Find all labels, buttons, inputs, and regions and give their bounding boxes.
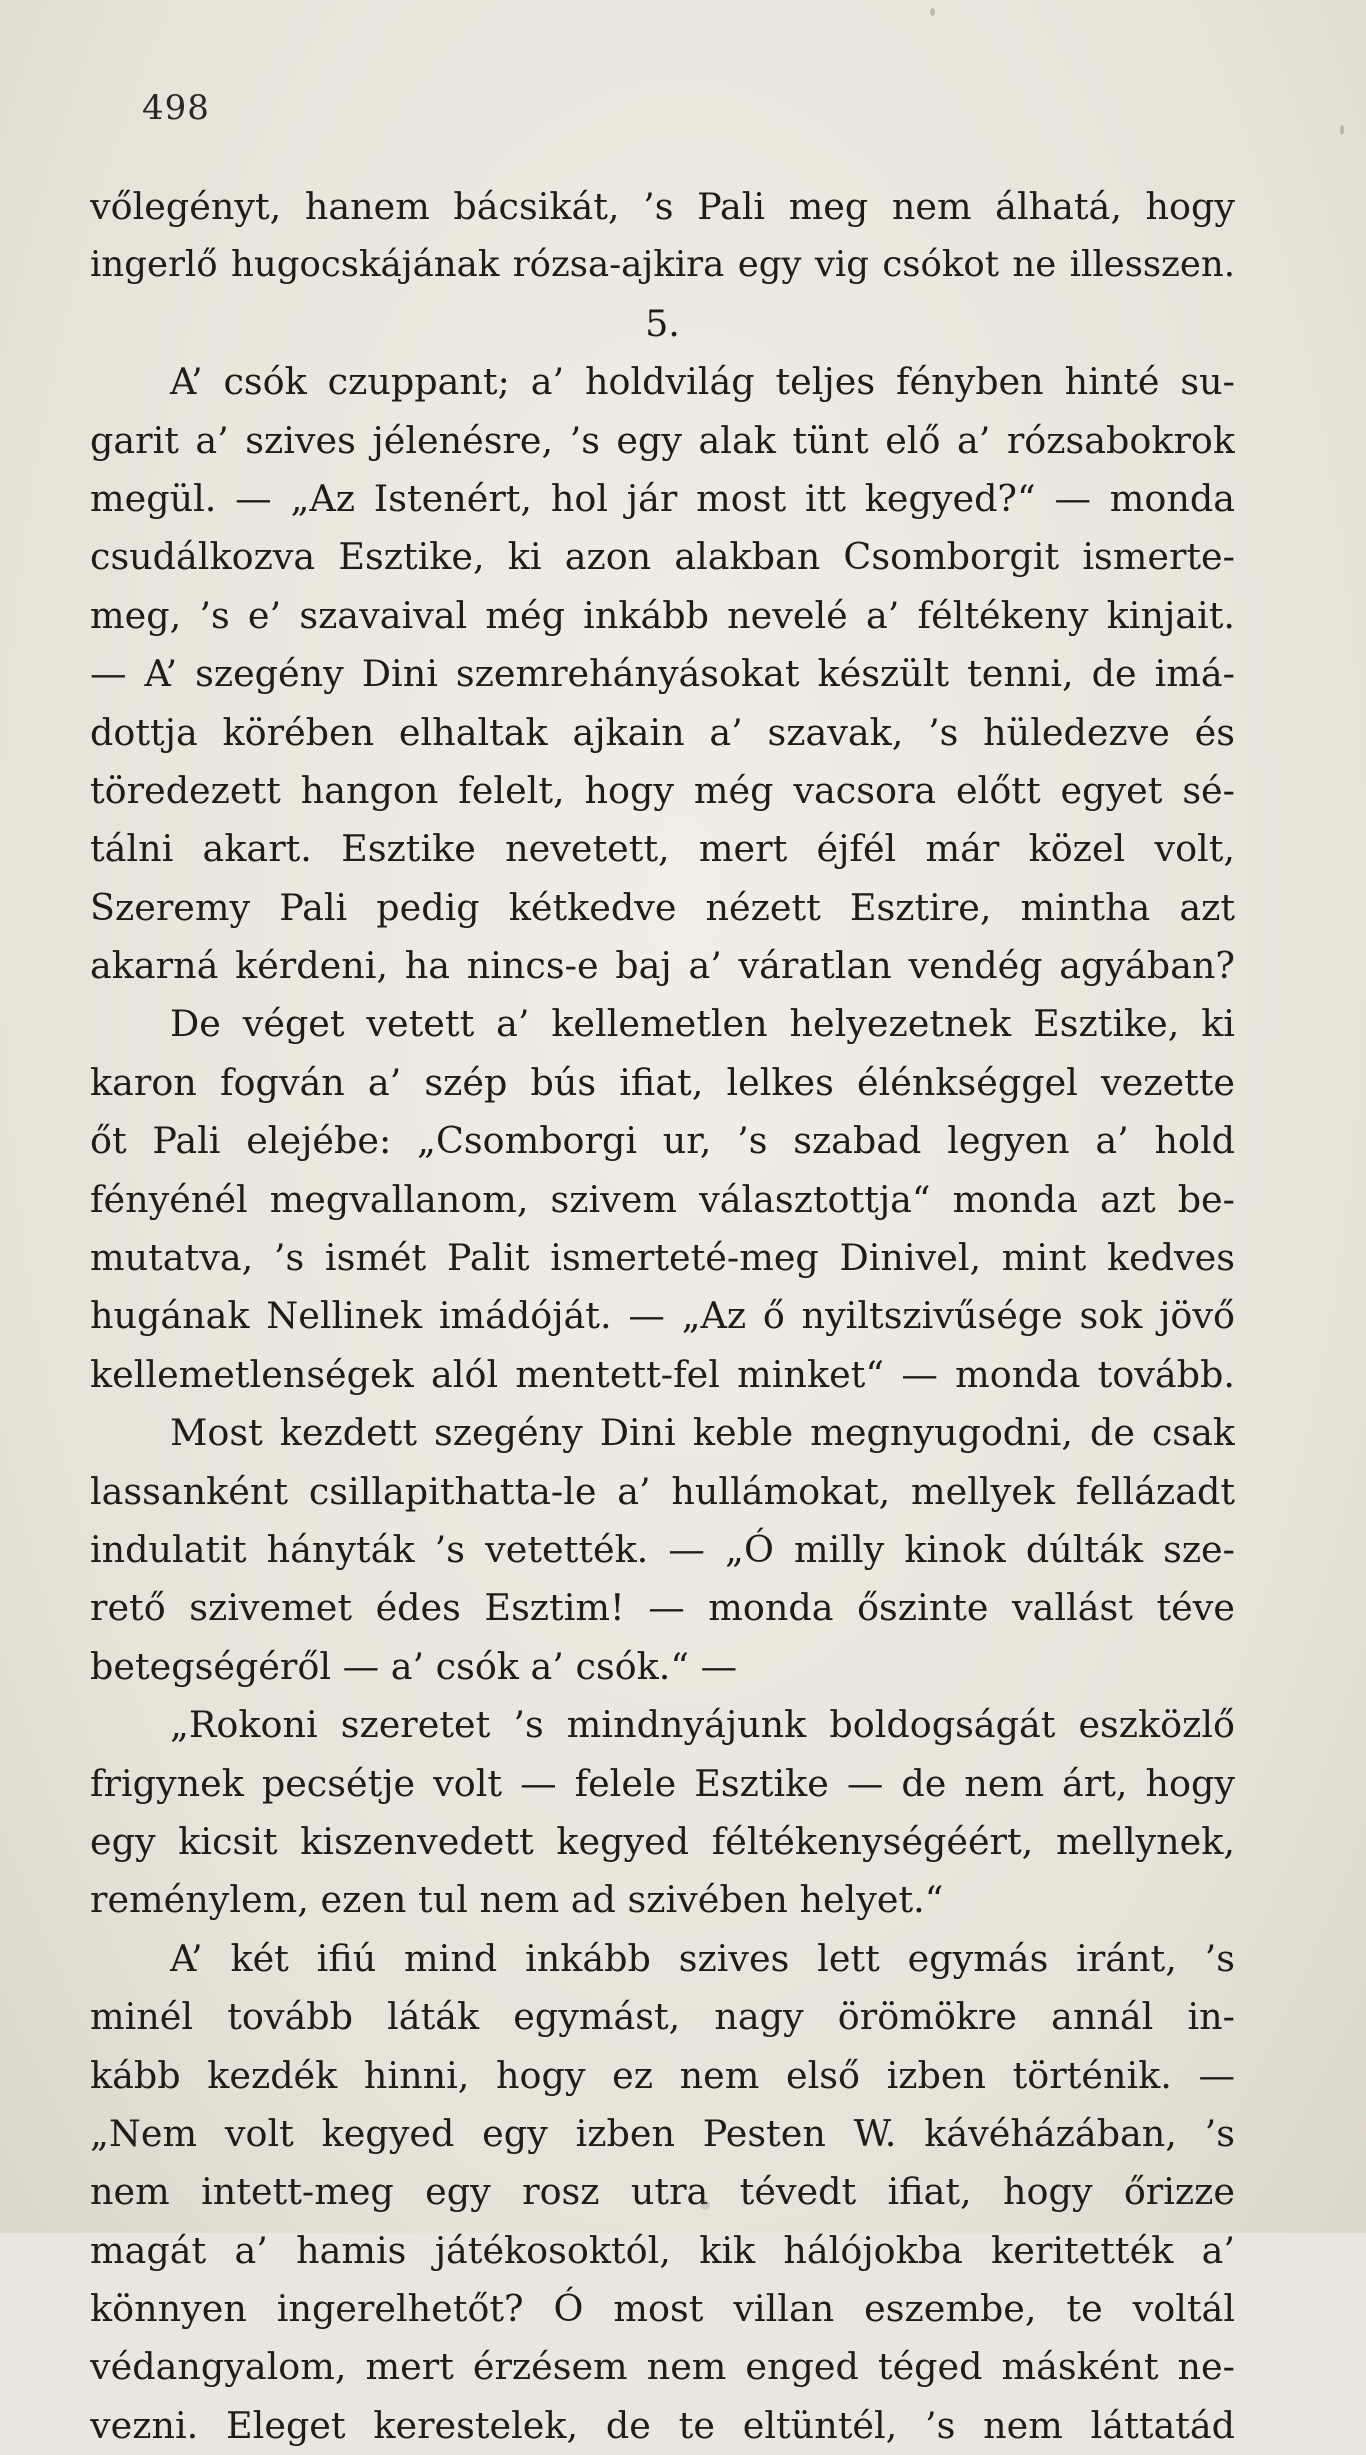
text-line: mutatva, ’s ismét Palit ismerteté-meg Dinivel, mint kedves [90, 1236, 1235, 1280]
text-line: 5. [645, 301, 680, 345]
text-line: — A’ szegény Dini szemrehányásokat készült tenni, de imá- [90, 652, 1235, 696]
text-line: védangyalom, mert érzésem nem enged téged másként ne- [90, 2345, 1235, 2389]
text-line: reménylem, ezen tul nem ad szivében helyet.“ [90, 1878, 944, 1922]
text-line: könnyen ingerelhetőt? Ó most villan eszembe, te voltál [90, 2287, 1235, 2331]
page-number: 498 [142, 88, 210, 128]
text-line: A’ csók czuppant; a’ holdvilág teljes fényben hinté su- [170, 360, 1235, 404]
paper-speck [700, 2200, 710, 2210]
text-line: „Rokoni szeretet ’s mindnyájunk boldogságát eszközlő [170, 1703, 1235, 1747]
text-line: vezni. Eleget kerestelek, de te eltüntél, ’s nem láttatád [90, 2403, 1235, 2447]
text-line: őt Pali elejébe: „Csomborgi ur, ’s szabad legyen a’ hold [90, 1119, 1235, 1163]
text-line: tálni akart. Esztike nevetett, mert éjfél már közel volt, [90, 827, 1235, 871]
text-line: indulatit hányták ’s vetették. — „Ó milly kinok dúlták sze- [90, 1527, 1235, 1571]
text-line: fényénél megvallanom, szivem választottja“ monda azt be- [90, 1177, 1235, 1221]
text-line: ingerlő hugocskájának rózsa-ajkira egy vig csókot ne illesszen. [90, 244, 1235, 286]
text-line: meg, ’s e’ szavaival még inkább nevelé a’ féltékeny kinjait. [90, 593, 1235, 637]
text-line: minél tovább láták egymást, nagy örömökre annál in- [90, 1995, 1235, 2039]
text-line: Most kezdett szegény Dini keble megnyugodni, de csak [170, 1411, 1235, 1455]
text-line: rető szivemet édes Esztim! — monda őszinte vallást téve [90, 1586, 1235, 1630]
text-line: A’ két ifiú mind inkább szives lett egymás iránt, ’s [170, 1936, 1235, 1980]
text-line: lassanként csillapithatta-le a’ hullámokat, mellyek fellázadt [90, 1469, 1235, 1513]
paper-speck [1340, 125, 1344, 135]
text-line: karon fogván a’ szép bús ifiat, lelkes élénkséggel vezette [90, 1060, 1235, 1104]
text-line: dottja körében elhaltak ajkain a’ szavak, ’s hüledezve és [90, 710, 1235, 754]
text-line: kább kezdék hinni, hogy ez nem első izben történik. — [90, 2053, 1235, 2097]
text-line: vőlegényt, hanem bácsikát, ’s Pali meg nem álhatá, hogy [90, 185, 1235, 228]
text-line: egy kicsit kiszenvedett kegyed féltékenységéért, mellynek, [90, 1819, 1235, 1863]
text-line: De véget vetett a’ kellemetlen helyezetnek Esztike, ki [170, 1002, 1235, 1046]
text-line: garit a’ szives jélenésre, ’s egy alak tünt elő a’ rózsabokrok [90, 418, 1235, 462]
text-line: magát a’ hamis játékosoktól, kik hálójokba keritették a’ [90, 2228, 1235, 2272]
text-line: csudálkozva Esztike, ki azon alakban Csomborgit ismerte- [90, 535, 1235, 579]
text-line: Szeremy Pali pedig kétkedve nézett Esztire, mintha azt [90, 885, 1235, 929]
text-line: megül. — „Az Istenért, hol jár most itt kegyed?“ — monda [90, 476, 1235, 520]
text-line: frigynek pecsétje volt — felele Esztike — de nem árt, hogy [90, 1761, 1235, 1805]
text-line: kellemetlenségek alól mentett-fel minket“ — monda tovább. [90, 1352, 1235, 1396]
text-line: akarná kérdeni, ha nincs-e baj a’ váratlan vendég agyában? [90, 944, 1235, 988]
text-line: töredezett hangon felelt, hogy még vacsora előtt egyet sé- [90, 768, 1235, 812]
body-text [90, 178, 1235, 2455]
text-line: hugának Nellinek imádóját. — „Az ő nyiltszivűsége sok jövő [90, 1294, 1235, 1338]
paper-speck [930, 8, 935, 16]
text-line: nem intett-meg egy rosz utra tévedt ifiat, hogy őrizze [90, 2170, 1235, 2214]
text-line: betegségéről — a’ csók a’ csók.“ — [90, 1644, 738, 1688]
text-line: „Nem volt kegyed egy izben Pesten W. kávéházában, ’s [90, 2111, 1235, 2155]
